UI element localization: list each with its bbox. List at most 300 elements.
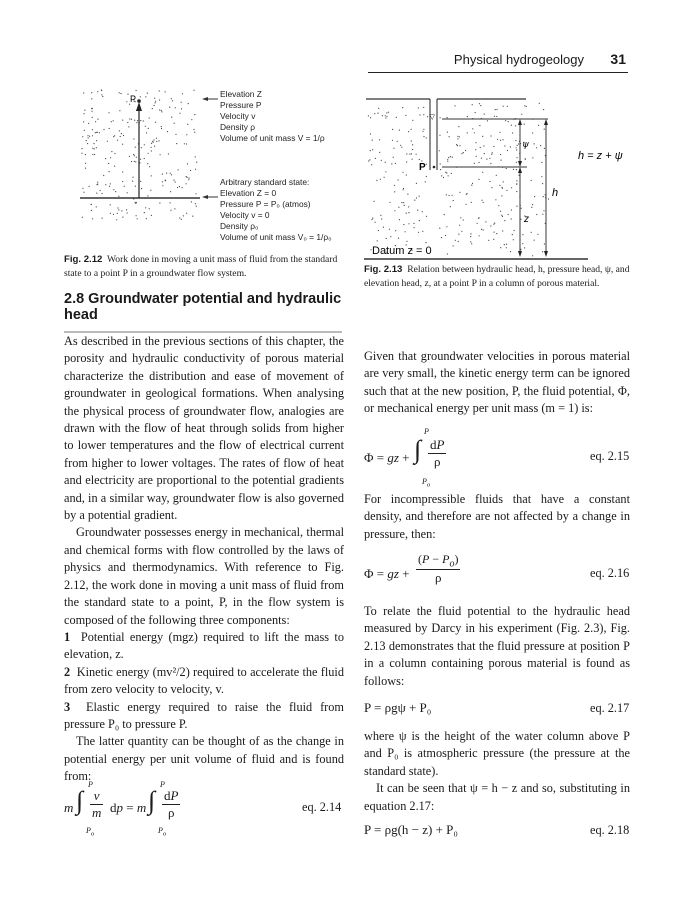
stipple-dot: [543, 109, 544, 110]
stipple-dot: [423, 136, 424, 137]
stipple-dot: [89, 186, 90, 187]
caption-label: Fig. 2.13: [364, 264, 403, 275]
stipple-dot: [188, 103, 189, 104]
stipple-dot: [131, 119, 132, 120]
stipple-dot: [370, 133, 371, 134]
stipple-dot: [165, 91, 166, 92]
stipple-dot: [136, 122, 137, 123]
stipple-dot: [399, 219, 400, 220]
stipple-dot: [187, 163, 188, 164]
stipple-dot: [483, 229, 484, 230]
stipple-dot: [426, 164, 427, 165]
stipple-dot: [374, 113, 375, 114]
water-table-symbol: ▽: [429, 113, 435, 121]
equation-label: eq. 2.16: [590, 566, 630, 580]
stipple-dot: [145, 126, 146, 127]
stipple-dot: [371, 219, 372, 220]
stipple-dot: [132, 177, 133, 178]
stipple-dot: [481, 200, 482, 201]
stipple-dot: [162, 174, 163, 175]
stipple-dot: [414, 200, 415, 201]
stipple-dot: [116, 219, 117, 220]
stipple-dot: [385, 162, 386, 163]
stipple-dot: [490, 135, 491, 136]
stipple-dot: [524, 247, 525, 248]
stipple-dot: [391, 163, 392, 164]
stipple-dot: [166, 173, 167, 174]
stipple-dot: [151, 215, 152, 216]
stipple-dot: [91, 92, 92, 93]
stipple-dot: [411, 129, 412, 130]
stipple-dot: [102, 96, 103, 97]
stipple-dot: [122, 120, 123, 121]
stipple-dot: [496, 109, 497, 110]
page-number: 31: [610, 51, 626, 67]
stipple-dot: [490, 225, 491, 226]
stipple-dot: [478, 162, 479, 163]
stipple-dot: [134, 155, 135, 156]
stipple-dot: [446, 172, 447, 173]
stipple-dot: [499, 132, 500, 133]
stipple-dot: [524, 124, 525, 125]
stipple-dot: [463, 219, 464, 220]
stipple-dot: [443, 177, 444, 178]
stipple-dot: [491, 154, 492, 155]
stipple-dot: [193, 129, 194, 130]
stipple-dot: [182, 93, 183, 94]
stipple-dot: [369, 159, 370, 160]
stipple-dot: [150, 190, 151, 191]
stipple-dot: [161, 128, 162, 129]
stipple-dot: [171, 174, 172, 175]
stipple-dot: [467, 116, 468, 117]
stipple-dot: [132, 181, 133, 182]
stipple-dot: [195, 169, 196, 170]
stipple-dot: [110, 157, 111, 158]
stipple-dot: [182, 187, 183, 188]
stipple-dot: [85, 154, 86, 155]
running-header: [368, 50, 628, 73]
stipple-dot: [87, 135, 88, 136]
stipple-dot: [385, 115, 386, 116]
stipple-dot: [398, 238, 399, 239]
stipple-dot: [113, 189, 114, 190]
stipple-dot: [532, 255, 533, 256]
stipple-dot: [161, 110, 162, 111]
psi-label: ψ: [522, 140, 530, 150]
stipple-dot: [516, 183, 517, 184]
stipple-dot: [148, 153, 149, 154]
figure-2-12-drawing: [60, 84, 360, 254]
stipple-dot: [542, 183, 543, 184]
stipple-dot: [372, 218, 373, 219]
stipple-dot: [446, 226, 447, 227]
stipple-dot: [502, 230, 503, 231]
stipple-dot: [422, 211, 423, 212]
stipple-dot: [92, 117, 93, 118]
stipple-dot: [541, 162, 542, 163]
stipple-dot: [472, 104, 473, 105]
stipple-dot: [494, 116, 495, 117]
stipple-dot: [146, 132, 147, 133]
stipple-dot: [88, 123, 89, 124]
stipple-dot: [496, 233, 497, 234]
stipple-dot: [91, 111, 92, 112]
stipple-dot: [460, 217, 461, 218]
stipple-dot: [384, 177, 385, 178]
stipple-dot: [505, 120, 506, 121]
stipple-dot: [118, 209, 119, 210]
stipple-dot: [406, 161, 407, 162]
stipple-dot: [405, 115, 406, 116]
stipple-dot: [159, 90, 160, 91]
stipple-dot: [386, 116, 387, 117]
stipple-dot: [385, 117, 386, 118]
stipple-dot: [502, 139, 503, 140]
left-column: [64, 333, 344, 786]
stipple-dot: [449, 195, 450, 196]
stipple-dot: [497, 139, 498, 140]
stipple-dot: [168, 153, 169, 154]
stipple-dot: [504, 244, 505, 245]
stipple-dot: [159, 202, 160, 203]
stipple-dot: [155, 102, 156, 103]
stipple-dot: [84, 130, 85, 131]
stipple-dot: [135, 202, 136, 203]
psi-arrow-down: [518, 161, 522, 167]
stipple-dot: [119, 92, 120, 93]
stipple-dot: [490, 163, 491, 164]
stipple-dot: [439, 150, 440, 151]
stipple-dot: [167, 131, 168, 132]
stipple-dot: [477, 223, 478, 224]
stipple-dot: [100, 190, 101, 191]
stipple-dot: [140, 120, 141, 121]
stipple-dot: [513, 239, 514, 240]
equation-2-16: Φ = gz + $\frac{(P - P_o)}{\rho}$: [364, 552, 459, 586]
stipple-dot: [452, 195, 453, 196]
stipple-dot: [179, 217, 180, 218]
stipple-dot: [447, 161, 448, 162]
stipple-dot: [134, 120, 135, 121]
lower-state-line: Pressure P = P₀ (atmos): [220, 199, 311, 209]
stipple-dot: [102, 193, 103, 194]
stipple-dot: [463, 152, 464, 153]
stipple-dot: [427, 116, 428, 117]
stipple-dot: [99, 132, 100, 133]
stipple-dot: [154, 105, 155, 106]
stipple-dot: [127, 212, 128, 213]
stipple-dot: [494, 232, 495, 233]
stipple-dot: [372, 149, 373, 150]
stipple-dot: [129, 118, 130, 119]
stipple-dot: [102, 218, 103, 219]
stipple-dot: [394, 210, 395, 211]
stipple-dot: [479, 103, 480, 104]
stipple-dot: [176, 143, 177, 144]
stipple-dot: [518, 143, 519, 144]
stipple-dot: [137, 120, 138, 121]
stipple-dot: [196, 206, 197, 207]
head-equation: h = z + ψ: [578, 150, 623, 162]
stipple-dot: [418, 107, 419, 108]
stipple-dot: [531, 232, 532, 233]
stipple-dot: [135, 186, 136, 187]
stipple-dot: [194, 90, 195, 91]
stipple-dot: [458, 234, 459, 235]
stipple-dot: [380, 215, 381, 216]
stipple-dot: [532, 157, 533, 158]
stipple-dot: [495, 199, 496, 200]
stipple-dot: [129, 156, 130, 157]
stipple-dot: [422, 131, 423, 132]
stipple-dot: [451, 173, 452, 174]
stipple-dot: [466, 204, 467, 205]
stipple-dot: [399, 130, 400, 131]
stipple-dot: [113, 214, 114, 215]
paragraph: where ψ is the height of the water column above P and P₀ is atmospheric pressure (the pressure at the standard state).: [364, 729, 630, 778]
stipple-dot: [532, 132, 533, 133]
stipple-dot: [467, 132, 468, 133]
stipple-dot: [445, 235, 446, 236]
stipple-dot: [515, 140, 516, 141]
stipple-dot: [395, 230, 396, 231]
stipple-dot: [548, 198, 549, 199]
stipple-dot: [439, 135, 440, 136]
stipple-dot: [483, 202, 484, 203]
stipple-dot: [524, 105, 525, 106]
paragraph: To relate the fluid potential to the hydraulic head measured by Darcy in his experiment (Fig. 2.3), Fig. 2.13 demonstrates that the fluid pressure at position P in a column containing porous material is found as follows:: [364, 604, 630, 688]
stipple-dot: [517, 145, 518, 146]
stipple-dot: [370, 150, 371, 151]
stipple-dot: [111, 151, 112, 152]
stipple-dot: [450, 156, 451, 157]
list-number: 1: [64, 629, 71, 644]
stipple-dot: [94, 154, 95, 155]
stipple-dot: [516, 169, 517, 170]
stipple-dot: [402, 107, 403, 108]
stipple-dot: [392, 140, 393, 141]
stipple-dot: [134, 161, 135, 162]
equation-label: eq. 2.17: [590, 701, 630, 715]
stipple-dot: [162, 181, 163, 182]
stipple-dot: [375, 222, 376, 223]
stipple-dot: [152, 141, 153, 142]
stipple-dot: [152, 108, 153, 109]
paragraph: The latter quantity can be thought of as the change in potential energy per unit volume of fluid and is found from:: [64, 734, 344, 784]
stipple-dot: [81, 148, 82, 149]
stipple-dot: [82, 217, 83, 218]
stipple-dot: [179, 186, 180, 187]
caption-text: Work done in moving a unit mass of fluid from the standard state to a point P in a groundwater flow system.: [64, 254, 338, 279]
stipple-dot: [516, 147, 517, 148]
stipple-dot: [521, 114, 522, 115]
stipple-dot: [186, 176, 187, 177]
stipple-dot: [445, 172, 446, 173]
stipple-dot: [389, 202, 390, 203]
stipple-dot: [119, 110, 120, 111]
stipple-dot: [136, 215, 137, 216]
stipple-dot: [441, 175, 442, 176]
stipple-dot: [470, 233, 471, 234]
stipple-dot: [96, 193, 97, 194]
stipple-dot: [500, 140, 501, 141]
stipple-dot: [127, 94, 128, 95]
stipple-dot: [186, 134, 187, 135]
stipple-dot: [412, 144, 413, 145]
stipple-dot: [97, 119, 98, 120]
stipple-dot: [381, 218, 382, 219]
stipple-dot: [155, 101, 156, 102]
stipple-dot: [452, 157, 453, 158]
stipple-dot: [516, 191, 517, 192]
stipple-dot: [141, 147, 142, 148]
stipple-dot: [126, 209, 127, 210]
list-item: [64, 699, 344, 734]
stipple-dot: [411, 153, 412, 154]
stipple-dot: [91, 98, 92, 99]
stipple-dot: [405, 231, 406, 232]
stipple-dot: [194, 132, 195, 133]
stipple-dot: [161, 126, 162, 127]
stipple-dot: [475, 142, 476, 143]
stipple-dot: [377, 240, 378, 241]
stipple-dot: [148, 128, 149, 129]
stipple-dot: [396, 117, 397, 118]
upper-state-line: Density ρ: [220, 122, 256, 132]
stipple-dot: [85, 168, 86, 169]
stipple-dot: [482, 136, 483, 137]
stipple-dot: [440, 163, 441, 164]
stipple-dot: [531, 207, 532, 208]
stipple-dot: [498, 205, 499, 206]
stipple-dot: [175, 134, 176, 135]
stipple-dot: [183, 215, 184, 216]
stipple-dot: [537, 234, 538, 235]
stipple-dot: [101, 90, 102, 91]
stipple-dot: [503, 181, 504, 182]
stipple-dot: [417, 210, 418, 211]
stipple-dot: [403, 188, 404, 189]
stipple-dot: [186, 183, 187, 184]
stipple-dot: [485, 221, 486, 222]
list-text: Elastic energy required to raise the fluid from pressure P₀ to pressure P.: [64, 699, 344, 731]
stipple-dot: [474, 132, 475, 133]
stipple-dot: [381, 160, 382, 161]
stipple-dot: [504, 145, 505, 146]
stipple-dot: [368, 160, 369, 161]
stipple-dot: [191, 201, 192, 202]
lower-state-title: Arbitrary standard state:: [220, 177, 310, 187]
right-column-p3: [364, 603, 630, 690]
stipple-dot: [127, 192, 128, 193]
stipple-dot: [124, 186, 125, 187]
stipple-dot: [444, 214, 445, 215]
equation-label: eq. 2.18: [590, 823, 630, 837]
stipple-dot: [406, 213, 407, 214]
stipple-dot: [406, 241, 407, 242]
stipple-dot: [187, 124, 188, 125]
paragraph: It can be seen that ψ = h − z and so, substituting in equation 2.17:: [364, 781, 630, 813]
stipple-dot: [108, 112, 109, 113]
stipple-dot: [447, 159, 448, 160]
stipple-dot: [103, 175, 104, 176]
stipple-dot: [517, 157, 518, 158]
stipple-dot: [144, 158, 145, 159]
stipple-dot: [172, 100, 173, 101]
figure-2-12-caption: [64, 253, 354, 281]
stipple-dot: [470, 236, 471, 237]
stipple-dot: [416, 154, 417, 155]
stipple-dot: [488, 240, 489, 241]
stipple-dot: [121, 210, 122, 211]
stipple-dot: [425, 181, 426, 182]
stipple-dot: [91, 210, 92, 211]
stipple-dot: [371, 164, 372, 165]
stipple-dot: [115, 191, 116, 192]
equation-2-18: P = ρg(h − z) + P₀: [364, 822, 458, 837]
stipple-dot: [196, 162, 197, 163]
stipple-dot: [426, 137, 427, 138]
stipple-dot: [476, 156, 477, 157]
stipple-dot: [82, 188, 83, 189]
stipple-dot: [484, 114, 485, 115]
stipple-dot: [458, 126, 459, 127]
stipple-dot: [83, 192, 84, 193]
stipple-dot: [502, 188, 503, 189]
stipple-dot: [93, 143, 94, 144]
stipple-dot: [522, 234, 523, 235]
stipple-dot: [422, 231, 423, 232]
stipple-dot: [500, 160, 501, 161]
stipple-dot: [117, 207, 118, 208]
stipple-dot: [479, 125, 480, 126]
stipple-dot: [120, 136, 121, 137]
stipple-dot: [470, 241, 471, 242]
stipple-dot: [389, 229, 390, 230]
stipple-dot: [378, 230, 379, 231]
stipple-dot: [186, 143, 187, 144]
paragraph: For incompressible fluids that have a constant density, and therefore are not affected by a change in pressure, then:: [364, 492, 630, 541]
stipple-dot: [136, 90, 137, 91]
stipple-dot: [141, 188, 142, 189]
stipple-dot: [450, 206, 451, 207]
figure-2-13-drawing: [362, 88, 662, 260]
stipple-dot: [390, 236, 391, 237]
stipple-dot: [426, 216, 427, 217]
stipple-dot: [378, 108, 379, 109]
stipple-dot: [87, 143, 88, 144]
stipple-dot: [144, 144, 145, 145]
stipple-dot: [491, 187, 492, 188]
stipple-dot: [500, 247, 501, 248]
stipple-dot: [177, 187, 178, 188]
stipple-dot: [484, 153, 485, 154]
stipple-dot: [447, 117, 448, 118]
stipple-dot: [117, 213, 118, 214]
stipple-dot: [495, 109, 496, 110]
equation-2-17: P = ρgψ + P₀: [364, 700, 432, 715]
stipple-dot: [397, 141, 398, 142]
integral-sign: ∫: [76, 786, 84, 815]
paragraph: As described in the previous sections of this chapter, the porosity and hydraulic conductivity of porous material characterize the distribution and ease of movement of groundwater in geological formations. When analysing the physical process of groundwater flow, analogies are drawn with the flow of heat through solids from higher to lower temperatures and the flow of electrical current from higher to lower voltages. The rates of flow of heat and electricity are proportional to the potential gradients and, in a similar way, groundwater flow is also governed by a potential gradient.: [64, 334, 344, 523]
stipple-dot: [406, 174, 407, 175]
stipple-dot: [544, 129, 545, 130]
stipple-dot: [408, 223, 409, 224]
stipple-dot: [516, 162, 517, 163]
porous-column-stipple: [368, 103, 549, 257]
stipple-dot: [376, 180, 377, 181]
